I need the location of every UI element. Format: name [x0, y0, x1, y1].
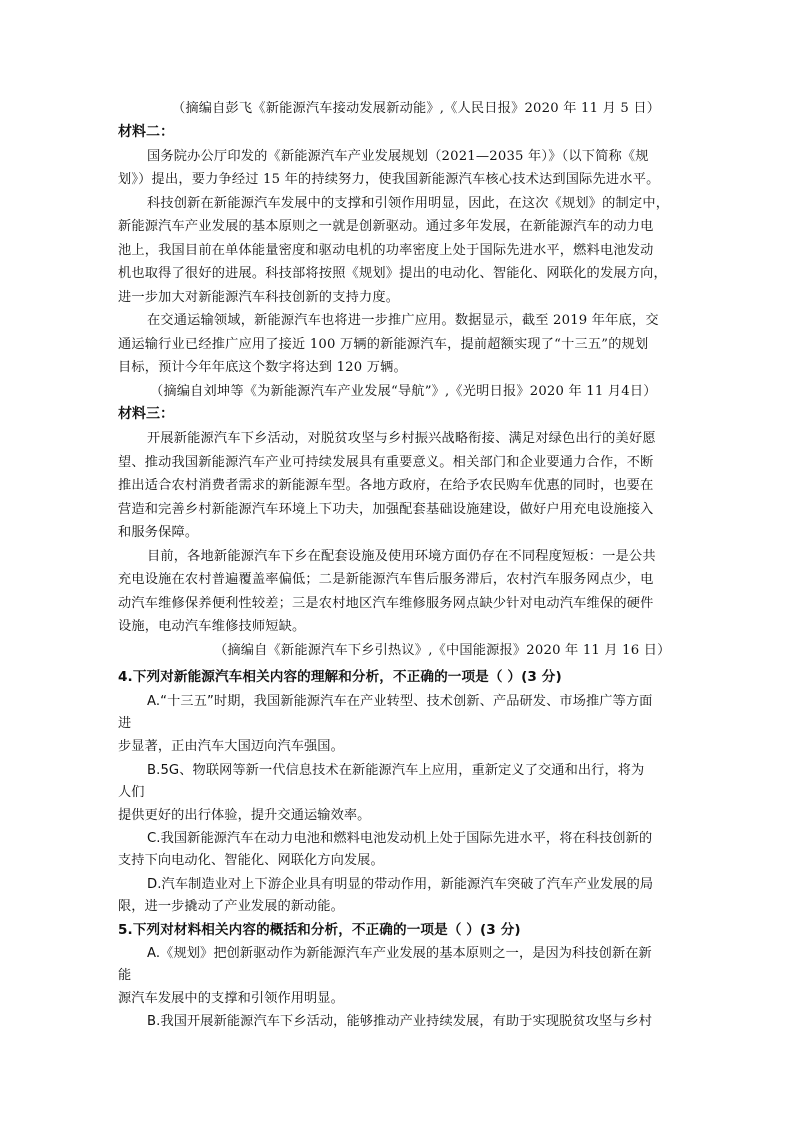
- question4-stem: 4.下列对新能源汽车相关内容的理解和分析，不正确的一项是（ ）(3 分): [118, 669, 562, 685]
- question4-option-a-line1: A.“十三五”时期，我国新能源汽车在产业转型、技术创新、产品研发、市场推广等方面: [147, 694, 653, 709]
- question5-option-a-line2: 能: [118, 968, 132, 983]
- question4-option-b-line3: 提供更好的出行体验，提升交通运输效率。: [118, 808, 371, 823]
- material3-title: 材料三：: [118, 406, 174, 422]
- question4-option-d-line2: 限，进一步撬动了产业发展的新动能。: [118, 899, 344, 914]
- material2-p3-line2: 通运输行业已经推广应用了接近 100 万辆的新能源汽车，提前超额实现了“十三五”的规划: [118, 337, 649, 352]
- question4-option-c-line2: 支持下向电动化、智能化、网联化方向发展。: [118, 853, 384, 868]
- material2-p2-line1: 科技创新在新能源汽车发展中的支撑和引领作用明显，因此，在这次《规划》的制定中，: [147, 196, 670, 211]
- material2-p1-line1: 国务院办公厅印发的《新能源汽车产业发展规划（2021—2035 年）》（以下简称《规: [147, 149, 649, 164]
- question4-option-b-line1: B.5G、物联网等新一代信息技术在新能源汽车上应用，重新定义了交通和出行，将为: [147, 763, 645, 778]
- material2-title: 材料二：: [118, 124, 174, 140]
- material2-p1-line2: 划》）提出，要力争经过 15 年的持续努力，使我国新能源汽车核心技术达到国际先进水平。: [118, 172, 660, 187]
- material2-p3-line1: 在交通运输领域，新能源汽车也将进一步推广应用。数据显示，截至 2019 年年底，交: [147, 313, 659, 328]
- question5-option-a-line1: A.《规划》把创新驱动作为新能源汽车产业发展的基本原则之一，是因为科技创新在新: [147, 946, 652, 961]
- material3-p2-line4: 设施，电动汽车维修技师短缺。: [118, 619, 306, 634]
- material2-p2-line3: 池上，我国目前在单体能量密度和驱动电机的功率密度上处于国际先进水平，燃料电池发动: [118, 243, 654, 258]
- question5-option-a-line3: 源汽车发展中的支撑和引领作用明显。: [118, 991, 344, 1006]
- material2-p2-line2: 新能源汽车产业发展的基本原则之一就是创新驱动。通过多年发展，在新能源汽车的动力电: [118, 219, 654, 234]
- question4-option-c-line1: C.我国新能源汽车在动力电池和燃料电池发动机上处于国际先进水平，将在科技创新的: [147, 831, 653, 846]
- question4-option-b-line2: 人们: [118, 785, 145, 800]
- material3-p1-line2: 望、推动我国新能源汽车产业可持续发展具有重要意义。相关部门和企业要通力合作，不断: [118, 455, 654, 470]
- question5-stem: 5.下列对材料相关内容的概括和分析，不正确的一项是（ ）(3 分): [118, 922, 521, 938]
- material2-source: （摘编自刘坤等《为新能源汽车产业发展“导航”》,《光明日报》2020 年 11 月4日）: [150, 384, 657, 399]
- material3-p2-line3: 动汽车维修保养便利性较差；三是农村地区汽车维修服务网点缺少针对电动汽车维保的硬件: [118, 596, 654, 611]
- material2-p2-line5: 进一步加大对新能源汽车科技创新的支持力度。: [118, 290, 400, 305]
- material3-p1-line3: 推出适合农村消费者需求的新能源车型。各地方政府，在给予农民购车优惠的同时，也要在: [118, 478, 654, 493]
- question5-option-b-line1: B.我国开展新能源汽车下乡活动，能够推动产业持续发展，有助于实现脱贫攻坚与乡村: [147, 1014, 653, 1029]
- question4-option-a-line2: 进: [118, 716, 132, 731]
- material2-p3-line3: 目标，预计今年年底这个数字将达到 120 万辆。: [118, 360, 407, 375]
- material1-source: （摘编自彭飞《新能源汽车接动发展新动能》,《人民日报》2020 年 11 月 5 日）: [172, 101, 661, 116]
- question4-option-d-line1: D.汽车制造业对上下游企业具有明显的带动作用，新能源汽车突破了汽车产业发展的局: [147, 877, 654, 892]
- material3-p1-line4: 营造和完善乡村新能源汽车环境上下功夫，加强配套基础设施建设，做好户用充电设施接入: [118, 502, 654, 517]
- material3-p1-line1: 开展新能源汽车下乡活动，对脱贫攻坚与乡村振兴战略衔接、满足对绿色出行的美好愿: [147, 431, 656, 446]
- material3-source: （摘编自《新能源汽车下乡引热议》,《中国能源报》2020 年 11 月 16 日）: [214, 643, 671, 658]
- question4-option-a-line3: 步显著，正由汽车大国迈向汽车强国。: [118, 739, 344, 754]
- material2-p2-line4: 机也取得了很好的进展。科技部将按照《规划》提出的电动化、智能化、网联化的发展方向，: [118, 266, 667, 281]
- material3-p2-line1: 目前，各地新能源汽车下乡在配套设施及使用环境方面仍存在不同程度短板：一是公共: [147, 549, 656, 564]
- material3-p2-line2: 充电设施在农村普遍覆盖率偏低；二是新能源汽车售后服务滞后，农村汽车服务网点少，电: [118, 572, 654, 587]
- material3-p1-line5: 和服务保障。: [118, 525, 199, 540]
